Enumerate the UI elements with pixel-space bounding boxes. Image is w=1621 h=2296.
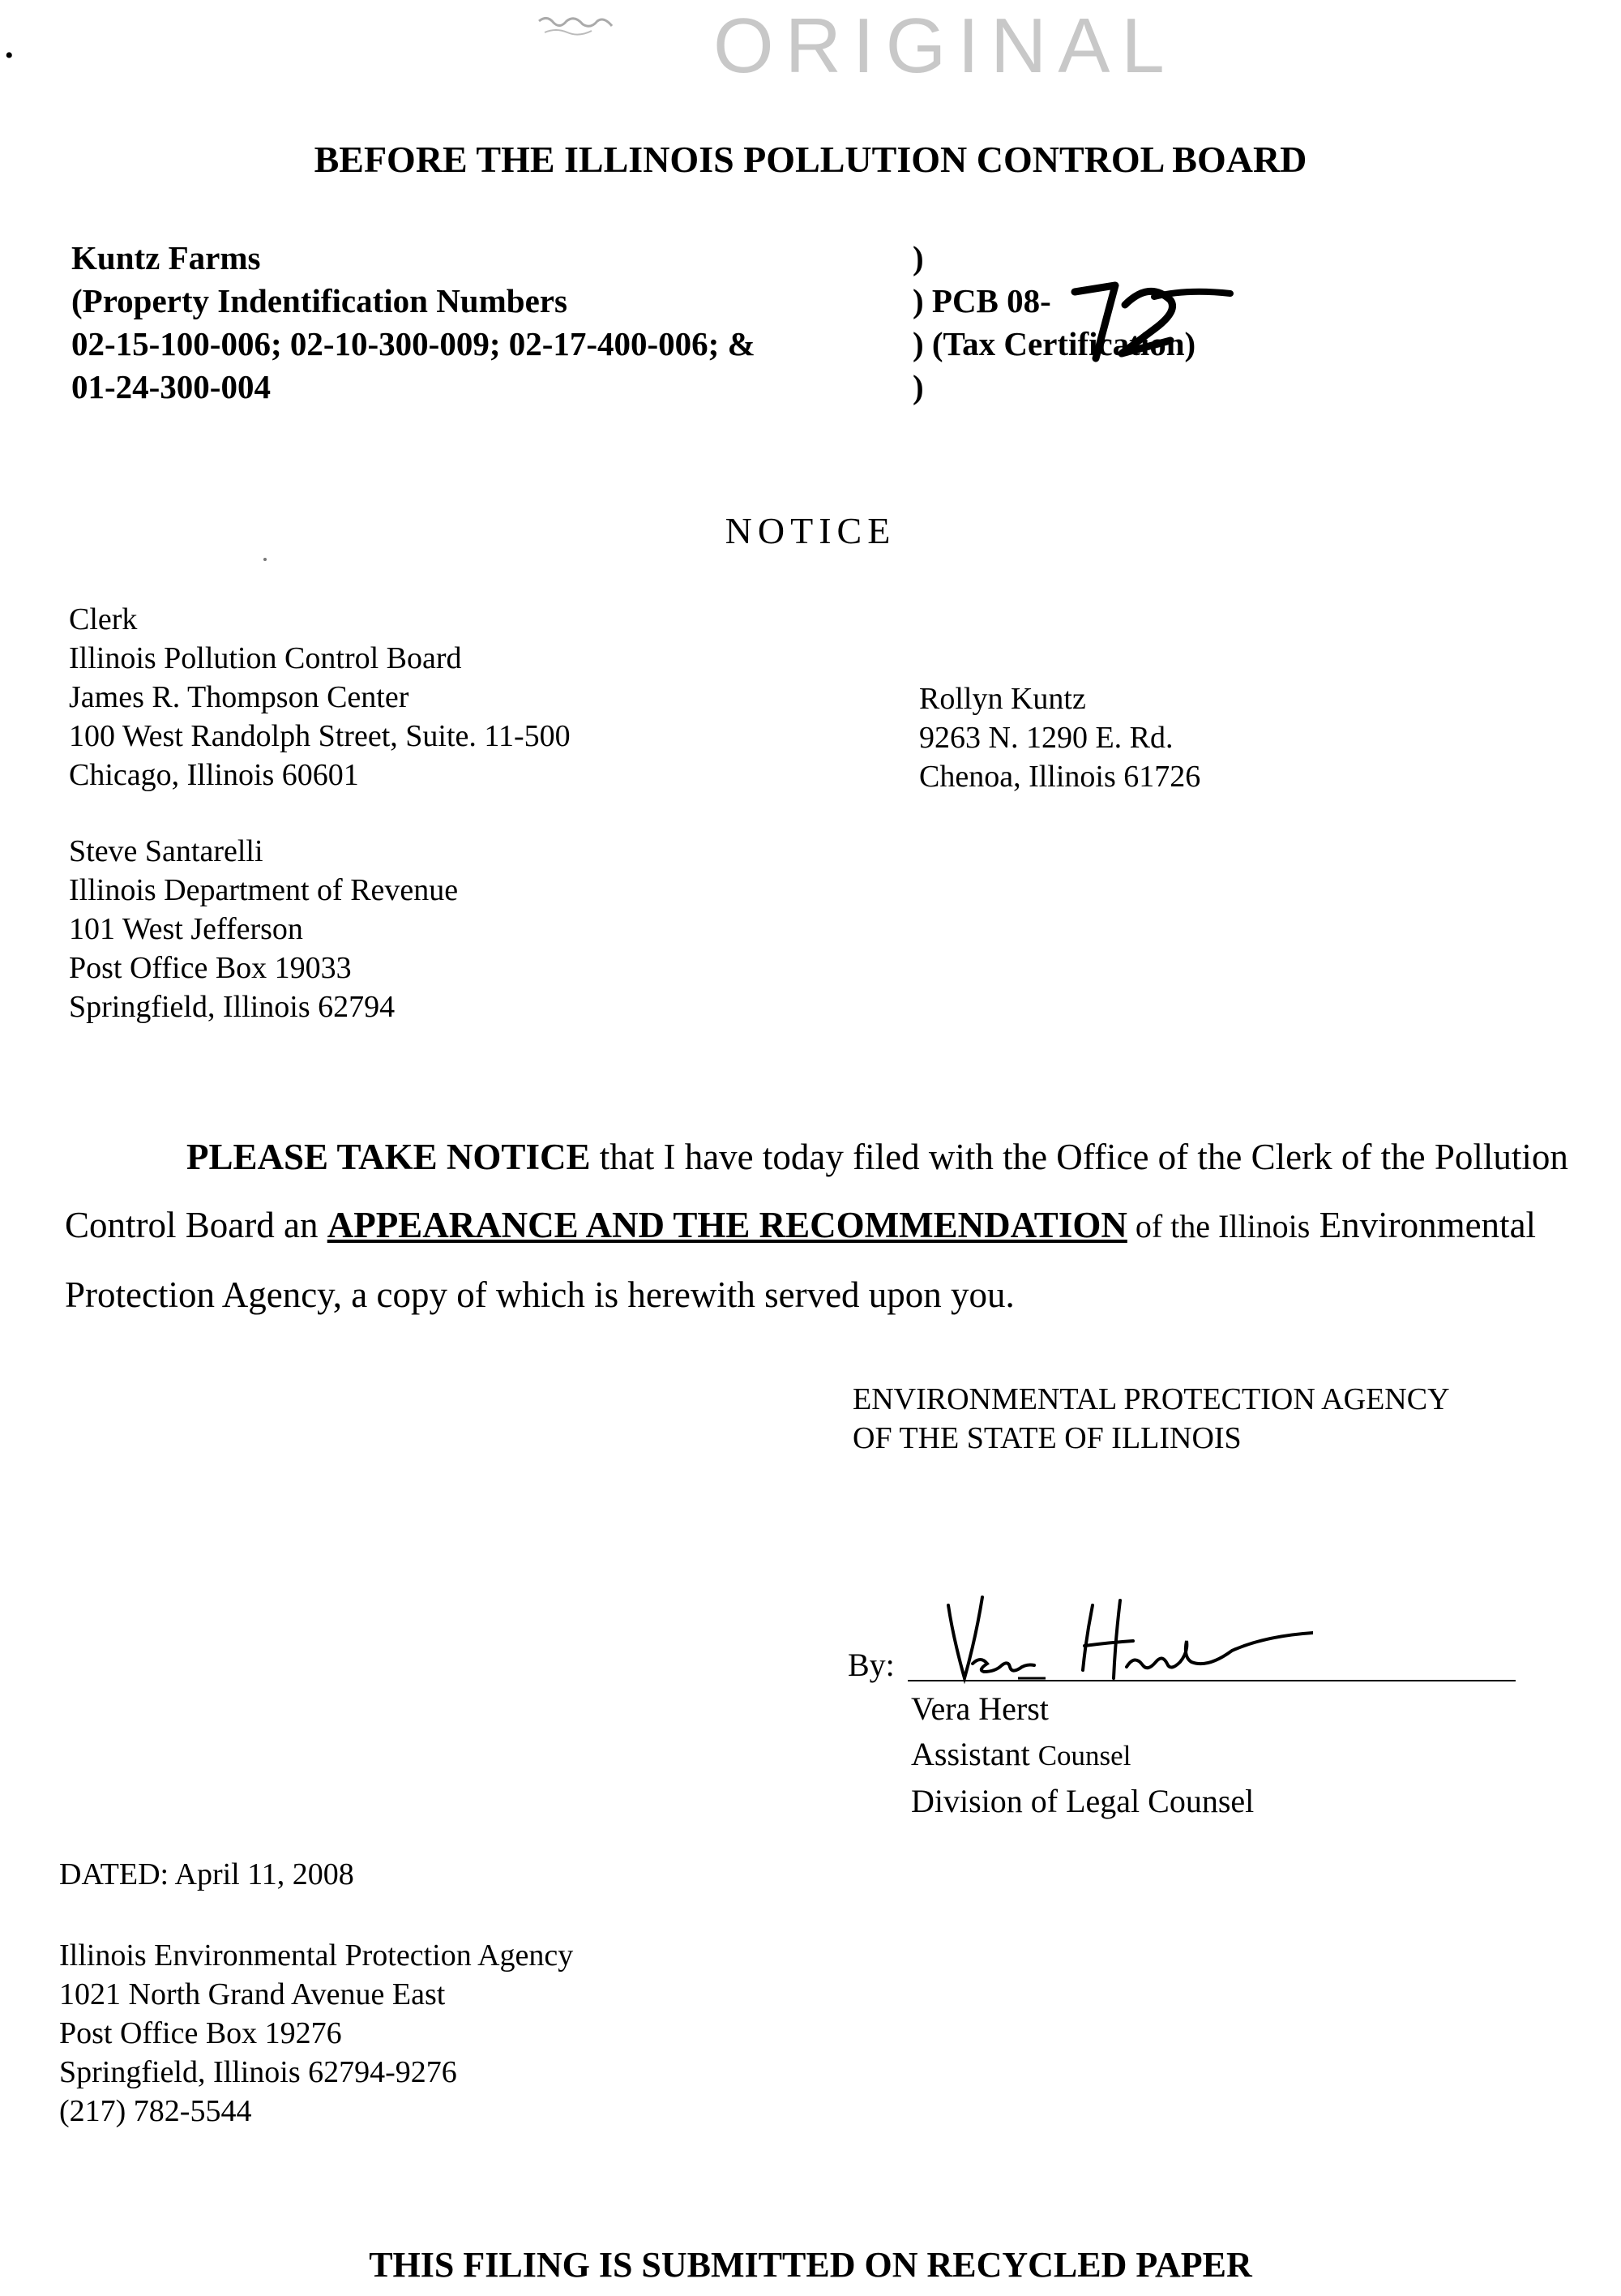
notice-lead: PLEASE TAKE NOTICE xyxy=(186,1137,591,1177)
scan-speck xyxy=(263,558,267,561)
address-line: Chenoa, Illinois 61726 xyxy=(919,760,1201,794)
stamp-scribble xyxy=(535,11,624,44)
agency-line: OF THE STATE OF ILLINOIS xyxy=(853,1421,1242,1455)
notice-text: Environmental Protection Agency, a copy of which is herewith served upon you. xyxy=(65,1205,1537,1315)
address-line: Rollyn Kuntz xyxy=(919,682,1086,716)
signer-division: Division of Legal Counsel xyxy=(911,1783,1255,1819)
address-line: Steve Santarelli xyxy=(69,834,263,868)
address-line: Post Office Box 19276 xyxy=(59,2016,342,2050)
caption-paren-line: ) xyxy=(913,368,924,405)
address-line: 1021 North Grand Avenue East xyxy=(59,1977,446,2011)
signer-name: Vera Herst xyxy=(911,1690,1049,1727)
recipient-rollyn-kuntz xyxy=(919,679,1200,796)
caption-line: Kuntz Farms xyxy=(71,239,261,276)
address-line: Illinois Department of Revenue xyxy=(69,873,459,907)
handwritten-signature xyxy=(940,1589,1313,1694)
address-line: Springfield, Illinois 62794 xyxy=(69,990,396,1024)
notice-heading: NOTICE xyxy=(725,510,896,551)
iepa-address xyxy=(59,1936,573,2131)
signer-block xyxy=(911,1686,1254,1824)
address-line: (217) 782-5544 xyxy=(59,2094,252,2128)
filed-documents: APPEARANCE AND THE RECOMMENDATION xyxy=(327,1205,1127,1245)
recycled-paper-footer: THIS FILING IS SUBMITTED ON RECYCLED PAPER xyxy=(369,2245,1252,2285)
caption-line: (Property Indentification Numbers xyxy=(71,282,567,319)
document-title: BEFORE THE ILLINOIS POLLUTION CONTROL BOARD xyxy=(314,139,1307,180)
caption-paren-line: ) PCB 08- xyxy=(913,282,1051,319)
notice-paragraph xyxy=(65,1123,1621,1329)
case-caption xyxy=(71,237,755,409)
handwritten-case-number xyxy=(1059,261,1261,375)
address-line: James R. Thompson Center xyxy=(69,680,409,714)
dated-line: DATED: April 11, 2008 xyxy=(59,1857,354,1891)
signer-title-small: Counsel xyxy=(1037,1740,1131,1771)
address-line: Springfield, Illinois 62794-9276 xyxy=(59,2055,457,2089)
caption-line: 02-15-100-006; 02-10-300-009; 02-17-400-006; & xyxy=(71,325,755,362)
address-line: Illinois Pollution Control Board xyxy=(69,641,462,675)
original-stamp: ORIGINAL xyxy=(713,2,1176,89)
corner-dot: • xyxy=(5,42,14,69)
caption-paren-line: ) xyxy=(913,239,924,276)
address-line: Clerk xyxy=(69,602,138,636)
notice-text: that I have today filed with the Office of the Clerk of the Pollution Control Board an xyxy=(65,1137,1568,1245)
address-line: Illinois Environmental Protection Agency xyxy=(59,1938,574,1973)
signer-title-main: Assistant xyxy=(911,1736,1030,1772)
address-line: 9263 N. 1290 E. Rd. xyxy=(919,721,1174,755)
agency-line: ENVIRONMENTAL PROTECTION AGENCY xyxy=(853,1382,1450,1416)
agency-name xyxy=(853,1380,1450,1458)
address-line: Post Office Box 19033 xyxy=(69,951,352,985)
by-label: By: xyxy=(848,1647,895,1683)
recipient-clerk xyxy=(69,600,571,795)
caption-paren-line: ) (Tax Certification) xyxy=(913,325,1196,362)
notice-text: of the Illinois xyxy=(1127,1208,1311,1244)
address-line: 100 West Randolph Street, Suite. 11-500 xyxy=(69,719,571,753)
caption-line: 01-24-300-004 xyxy=(71,368,271,405)
address-line: Chicago, Illinois 60601 xyxy=(69,758,359,792)
signer-title xyxy=(911,1732,1254,1779)
recipient-steve-santarelli xyxy=(69,832,458,1026)
address-line: 101 West Jefferson xyxy=(69,912,303,946)
